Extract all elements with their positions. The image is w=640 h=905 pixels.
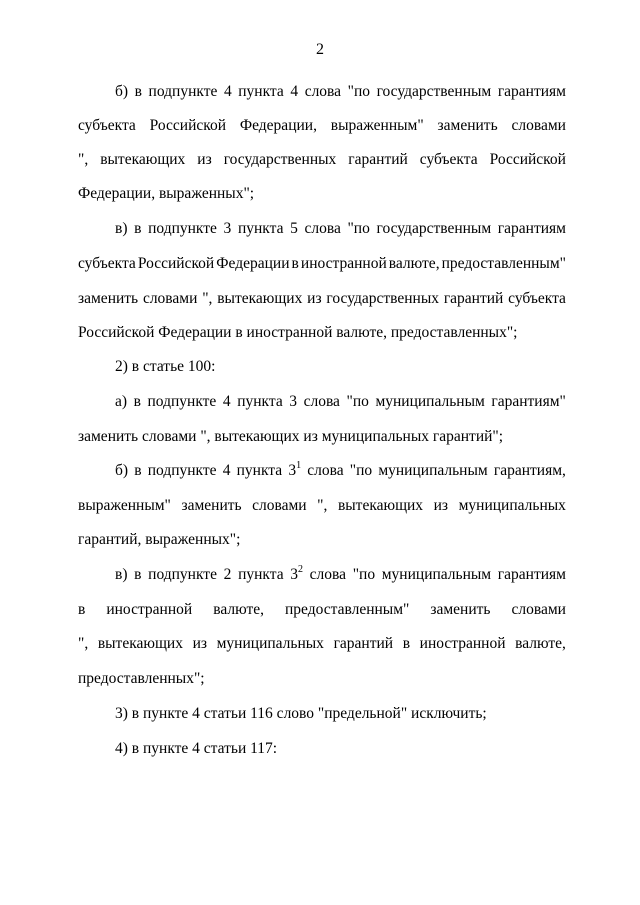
word: слова bbox=[307, 462, 344, 479]
word: гарантиям, bbox=[493, 462, 566, 479]
word: муниципальным bbox=[375, 393, 485, 410]
word: слова bbox=[303, 393, 340, 410]
word: слова bbox=[304, 83, 342, 100]
text-line bbox=[115, 565, 566, 585]
number: 3 bbox=[288, 462, 297, 479]
word: в bbox=[134, 220, 142, 237]
word: иностранной bbox=[300, 255, 387, 272]
text-line bbox=[115, 461, 566, 481]
text-line bbox=[115, 82, 566, 102]
word: заменить bbox=[437, 117, 498, 134]
word: субъекта bbox=[419, 151, 478, 168]
word: пункта bbox=[237, 220, 284, 237]
text-line: 2) в статье 100: bbox=[115, 358, 216, 375]
word: валюте, bbox=[388, 255, 440, 272]
text-line: Российской Федерации в иностранной валюте, предоставленных"; bbox=[78, 324, 518, 341]
word: б) bbox=[115, 83, 129, 100]
word: гарантиям" bbox=[491, 393, 566, 410]
word: в bbox=[134, 83, 142, 100]
word: муниципальных bbox=[216, 635, 324, 652]
word: иностранной bbox=[106, 601, 193, 618]
word: иностранной bbox=[419, 635, 506, 652]
word: Российской bbox=[137, 255, 215, 272]
word: гарантиям bbox=[497, 220, 566, 237]
text-line: Федерации, выраженных"; bbox=[78, 185, 255, 202]
word: 4 bbox=[222, 462, 231, 479]
text-line: 4) в пункте 4 статьи 117: bbox=[115, 740, 278, 757]
word: Федерации, bbox=[239, 117, 317, 134]
word: муниципальных bbox=[458, 497, 566, 514]
word: предоставленным" bbox=[441, 255, 566, 272]
word: пункта bbox=[238, 83, 284, 100]
word: заменить bbox=[181, 497, 242, 514]
word: словами bbox=[511, 117, 566, 134]
text-line bbox=[78, 289, 566, 309]
word: 4 bbox=[290, 83, 299, 100]
word: 2 bbox=[223, 566, 232, 583]
word: субъекта bbox=[78, 117, 136, 134]
word: пункта bbox=[238, 566, 284, 583]
word: муниципальным bbox=[378, 462, 488, 479]
word: подпункте bbox=[147, 393, 217, 410]
text-line bbox=[115, 392, 566, 412]
word: выраженным" bbox=[330, 117, 424, 134]
word: в bbox=[291, 255, 299, 272]
word: Российской bbox=[489, 151, 566, 168]
word: 5 bbox=[290, 220, 298, 237]
word: слова bbox=[309, 566, 347, 583]
word: заменить bbox=[430, 601, 491, 618]
word: в bbox=[133, 393, 141, 410]
text-line: предоставленных"; bbox=[78, 670, 205, 687]
word: в bbox=[134, 462, 142, 479]
text-line bbox=[115, 219, 566, 239]
word: 3 bbox=[289, 393, 298, 410]
word: б) bbox=[115, 462, 129, 479]
text-line: 3) в пункте 4 статьи 116 слово "предельной" исключить; bbox=[115, 705, 487, 722]
superscripted-number bbox=[290, 565, 303, 585]
word: а) bbox=[115, 393, 128, 410]
word: ", bbox=[78, 635, 89, 652]
word: государственных bbox=[326, 290, 439, 307]
word: "по bbox=[347, 220, 370, 237]
word: из bbox=[307, 290, 322, 307]
text-line: заменить словами ", вытекающих из муниципальных гарантий"; bbox=[78, 428, 504, 445]
word: подпункте bbox=[148, 220, 217, 237]
word: из bbox=[433, 497, 449, 514]
word: из bbox=[197, 151, 212, 168]
word: подпункте bbox=[148, 83, 218, 100]
word: государственным bbox=[376, 220, 492, 237]
superscript: 1 bbox=[296, 460, 302, 471]
word: вытекающих bbox=[217, 290, 303, 307]
superscript: 2 bbox=[298, 564, 303, 575]
word: словами bbox=[142, 290, 198, 307]
word: вытекающих bbox=[100, 151, 186, 168]
word: субъекта bbox=[78, 255, 136, 272]
word: подпункте bbox=[147, 462, 217, 479]
word: пункта bbox=[237, 393, 283, 410]
word: вытекающих bbox=[337, 497, 424, 514]
word: муниципальным bbox=[381, 566, 492, 583]
text-line bbox=[78, 254, 566, 274]
word: словами bbox=[252, 497, 307, 514]
word: "по bbox=[346, 393, 369, 410]
word: заменить bbox=[78, 290, 139, 307]
text-line bbox=[78, 600, 566, 620]
word: 3 bbox=[223, 220, 232, 237]
word: пункта bbox=[236, 462, 283, 479]
word: предоставленным" bbox=[285, 601, 410, 618]
word: подпункте bbox=[148, 566, 217, 583]
word: ", bbox=[317, 497, 328, 514]
word: государственным bbox=[376, 83, 492, 100]
word: в bbox=[78, 601, 86, 618]
page-number: 2 bbox=[316, 41, 324, 58]
text-line bbox=[78, 116, 566, 136]
text-line bbox=[78, 150, 566, 170]
word: из bbox=[192, 635, 207, 652]
word: вытекающих bbox=[97, 635, 183, 652]
text-line bbox=[78, 634, 566, 654]
word: 4 bbox=[222, 393, 231, 410]
word: "по bbox=[352, 566, 376, 583]
word: словами bbox=[511, 601, 566, 618]
word: гарантиям bbox=[497, 83, 566, 100]
word: слова bbox=[304, 220, 341, 237]
word: гарантий bbox=[333, 635, 394, 652]
word: "по bbox=[347, 83, 370, 100]
word: гарантий bbox=[348, 151, 408, 168]
superscripted-number bbox=[288, 461, 301, 481]
word: 4 bbox=[223, 83, 232, 100]
word: Российской bbox=[149, 117, 227, 134]
word: гарантиям bbox=[497, 566, 566, 583]
word: ", bbox=[78, 151, 89, 168]
number: 3 bbox=[290, 566, 298, 583]
word: "по bbox=[349, 462, 373, 479]
word: ", bbox=[202, 290, 213, 307]
word: государственных bbox=[223, 151, 337, 168]
text-line: гарантий, выраженных"; bbox=[78, 531, 241, 548]
word: в bbox=[134, 566, 142, 583]
word: Федерации bbox=[216, 255, 290, 272]
word: в) bbox=[115, 220, 128, 237]
word: субъекта bbox=[508, 290, 566, 307]
word: в) bbox=[115, 566, 128, 583]
text-line bbox=[78, 496, 566, 516]
word: в bbox=[402, 635, 411, 652]
word: валюте, bbox=[213, 601, 264, 618]
word: выраженным" bbox=[78, 497, 171, 514]
word: гарантий bbox=[443, 290, 504, 307]
word: валюте, bbox=[515, 635, 566, 652]
